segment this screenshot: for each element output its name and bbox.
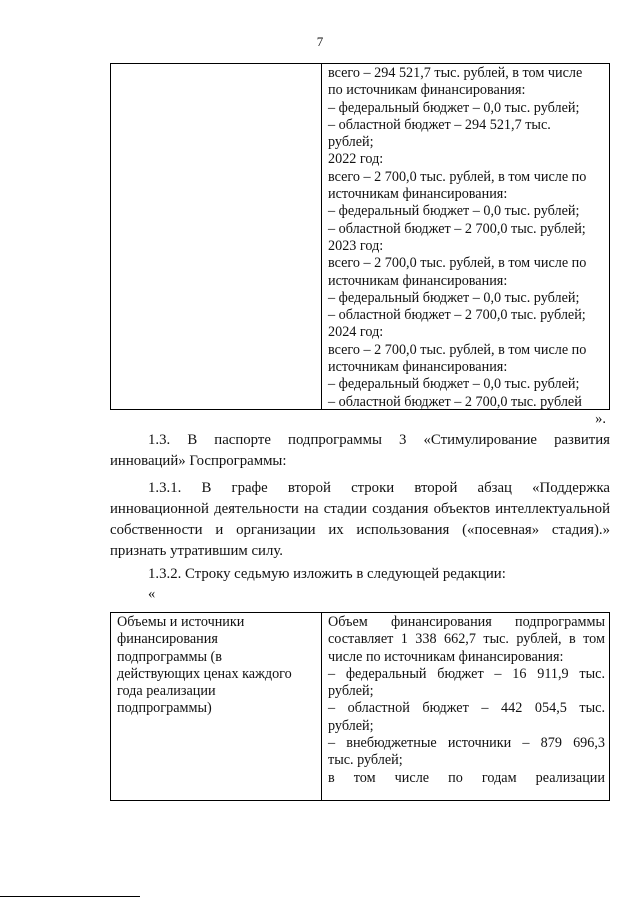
opening-quote: « (148, 586, 156, 602)
paragraph-1-3-2 (110, 564, 610, 585)
table-line: – областной бюджет – 442 054,5 тыс. (328, 700, 605, 717)
table-line: источникам финансирования: (328, 359, 508, 376)
paragraph-1-3-1 (110, 478, 610, 562)
table-line: рублей; (328, 134, 374, 151)
table-line: подпрограммы) (117, 700, 212, 717)
table-line: действующих ценах каждого (117, 665, 292, 682)
table-line: источникам финансирования: (328, 272, 508, 289)
table-line: подпрограммы (в (117, 648, 222, 665)
page-number: 7 (316, 34, 324, 49)
paragraph-line: инноваций» Госпрограммы: (110, 453, 287, 469)
table-line: всего – 2 700,0 тыс. рублей, в том числе по (328, 341, 587, 358)
table-line: Объем финансирования подпрограммы (328, 614, 605, 630)
table-line: Объемы и источники (117, 614, 245, 630)
table-line: числе по источникам финансирования: (328, 648, 564, 665)
table-line: – областной бюджет – 2 700,0 тыс. рублей; (328, 307, 586, 324)
table-line: – федеральный бюджет – 16 911,9 тыс. (328, 665, 605, 682)
table-right-cell (322, 64, 609, 409)
paragraph-line: признать утратившим силу. (110, 543, 283, 559)
paragraph-line: 1.3.1. В графе второй строки второй абзац «Поддержка (148, 480, 610, 496)
closing-quote: ». (595, 411, 606, 427)
paragraph-line: 1.3.2. Строку седьмую изложить в следующей редакции: (148, 566, 506, 582)
table-line: по источникам финансирования: (328, 82, 526, 99)
table-line: 2022 год: (328, 151, 384, 168)
funding-table-continued (110, 63, 610, 410)
table-left-cell (111, 64, 322, 409)
table-line: – федеральный бюджет – 0,0 тыс. рублей; (328, 376, 580, 393)
table-right-cell (322, 613, 609, 800)
table-line: источникам финансирования: (328, 186, 508, 203)
paragraph-line: инновационной деятельности на стадии создания объектов интеллектуальной (110, 501, 610, 517)
table-line: 2023 год: (328, 237, 384, 254)
table-line: 2024 год: (328, 324, 384, 341)
table-line: – областной бюджет – 294 521,7 тыс. (328, 116, 551, 133)
funding-table-row-seven (110, 612, 610, 801)
table-line: всего – 2 700,0 тыс. рублей, в том числе по (328, 168, 587, 185)
table-left-cell (111, 613, 322, 800)
table-line: рублей; (328, 683, 374, 700)
table-line: всего – 294 521,7 тыс. рублей, в том числе (328, 65, 583, 81)
table-line: финансирования (117, 631, 218, 648)
table-line: тыс. рублей; (328, 752, 403, 769)
table-line: года реализации (117, 683, 216, 700)
paragraph-line: собственности и организации их использования («посевная» стадия).» (110, 522, 610, 538)
paragraph-line: 1.3. В паспорте подпрограммы 3 «Стимулирование развития (148, 432, 610, 448)
table-line: – областной бюджет – 2 700,0 тыс. рублей; (328, 220, 586, 237)
table-line: – федеральный бюджет – 0,0 тыс. рублей; (328, 289, 580, 306)
paragraph-1-3 (110, 430, 610, 472)
table-line: – федеральный бюджет – 0,0 тыс. рублей; (328, 203, 580, 220)
table-line: составляет 1 338 662,7 тыс. рублей, в том (328, 631, 605, 648)
table-line: рублей; (328, 717, 374, 734)
footnote-separator (0, 896, 140, 897)
table-line: – внебюджетные источники – 879 696,3 (328, 735, 605, 752)
table-line: – областной бюджет – 2 700,0 тыс. рублей (328, 393, 582, 410)
table-line: – федеральный бюджет – 0,0 тыс. рублей; (328, 99, 580, 116)
table-line: в том числе по годам реализации (328, 769, 605, 786)
table-line: всего – 2 700,0 тыс. рублей, в том числе по (328, 255, 587, 272)
